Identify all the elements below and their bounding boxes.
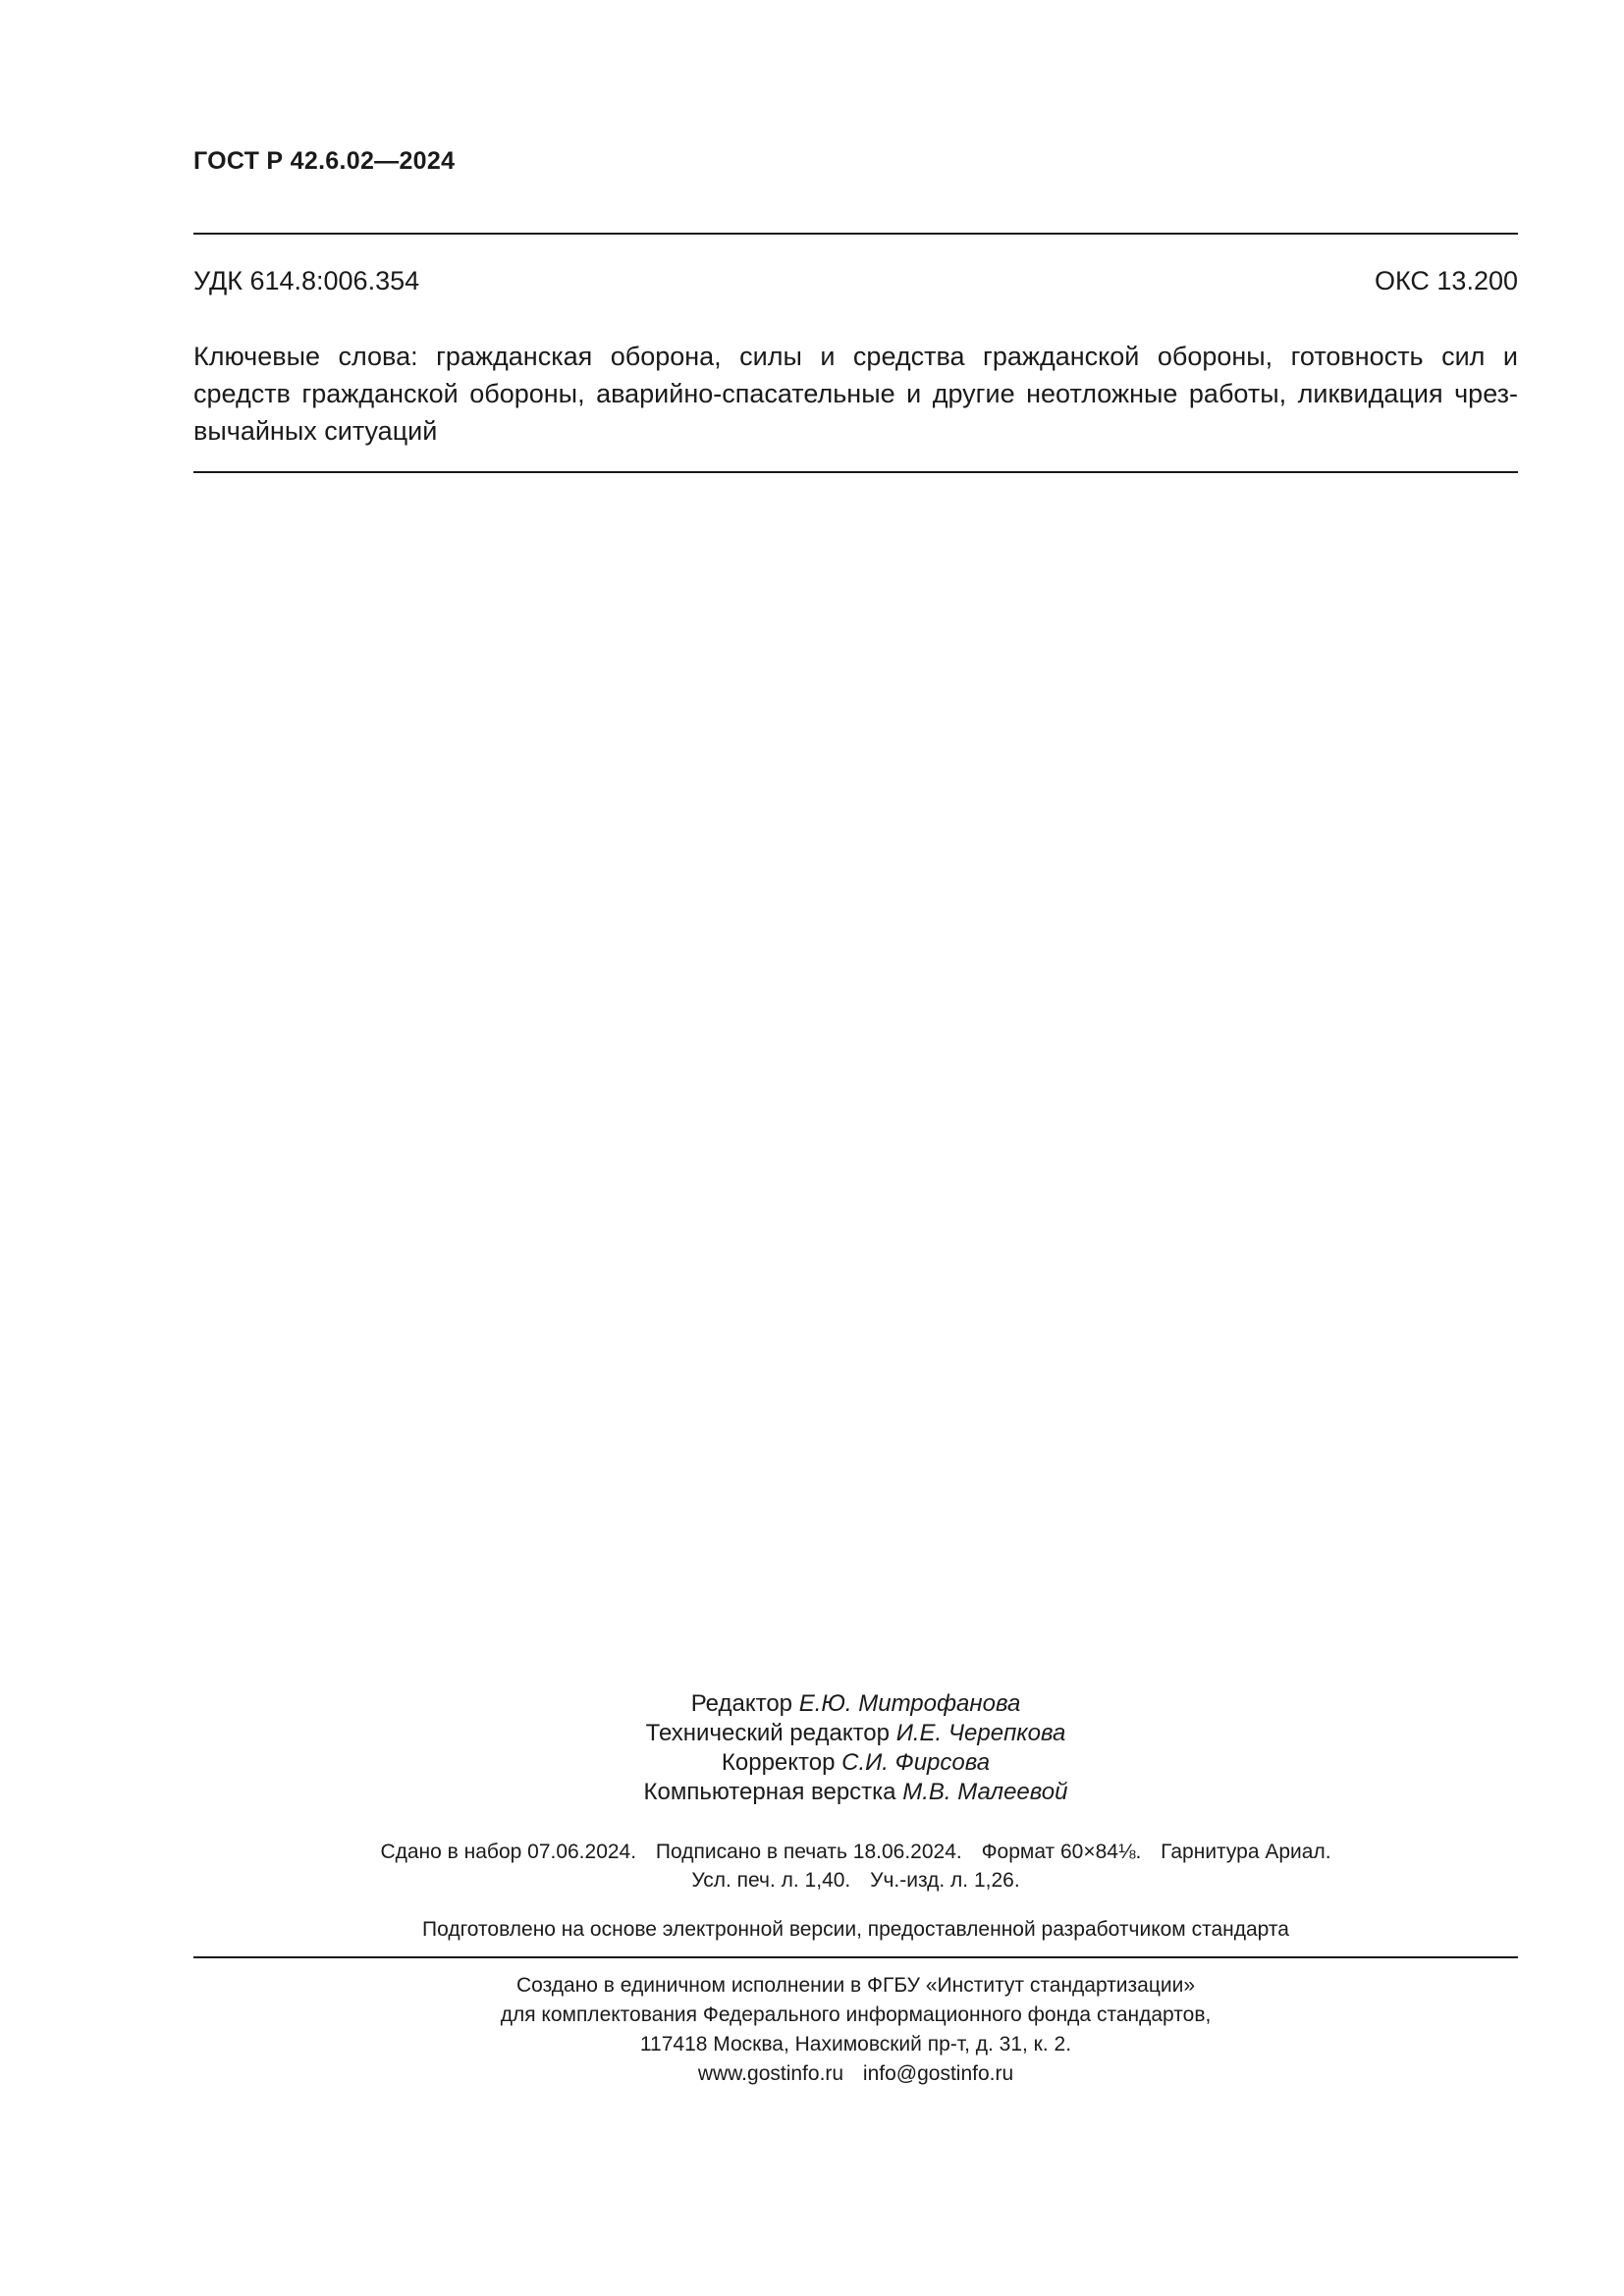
- keywords-paragraph: [193, 338, 1518, 450]
- credit-layout: [193, 1778, 1518, 1807]
- credit-role: Редактор: [690, 1690, 793, 1717]
- signed-date: Подписано в печать 18.06.2024.: [655, 1841, 962, 1863]
- keywords-line: средств гражданской обороны, аварийно-спасательные и другие неотложные работы, ликвидация чрез-: [193, 379, 1518, 408]
- divider-keywords: [193, 471, 1518, 473]
- credit-role: Корректор: [721, 1749, 836, 1776]
- print-info-line-2: [193, 1866, 1518, 1895]
- footer-contacts: [193, 2059, 1518, 2089]
- oks-code: ОКС 13.200: [1374, 266, 1518, 295]
- typeface: Гарнитура Ариал.: [1161, 1841, 1331, 1863]
- divider-top: [193, 233, 1518, 235]
- classification-row: [193, 266, 1518, 296]
- publisher-footer: [193, 1971, 1518, 2089]
- credit-role: Компьютерная верстка: [643, 1779, 896, 1805]
- divider-footer: [193, 1956, 1518, 1958]
- footer-line-2: для комплектования Федерального информационного фонда стандартов,: [500, 2003, 1212, 2026]
- credit-name: С.И. Фирсова: [841, 1749, 991, 1776]
- print-info-line-1: [193, 1838, 1518, 1866]
- udk-code: УДК 614.8:006.354: [193, 266, 420, 295]
- credit-name: Е.Ю. Митрофанова: [798, 1690, 1021, 1717]
- standard-code: ГОСТ Р 42.6.02—2024: [193, 147, 456, 175]
- footer-line-1: Создано в единичном исполнении в ФГБУ «Институт стандартизации»: [515, 1974, 1196, 1997]
- email-link[interactable]: info@gostinfo.ru: [862, 2062, 1014, 2085]
- paper-format: Формат 60×84⅛.: [981, 1841, 1142, 1863]
- keywords-line: Ключевые слова: гражданская оборона, силы и средства гражданской обороны, готовность сил и: [193, 342, 1518, 371]
- credit-proofreader: [193, 1748, 1518, 1778]
- credit-role: Технический редактор: [645, 1720, 891, 1746]
- print-sheets: Усл. печ. л. 1,40.: [691, 1869, 851, 1892]
- credit-tech-editor: [193, 1719, 1518, 1748]
- submitted-date: Сдано в набор 07.06.2024.: [380, 1841, 637, 1863]
- credit-name: М.В. Малеевой: [902, 1779, 1068, 1805]
- keywords-line: вычайных ситуаций: [193, 416, 438, 446]
- footer-address: 117418 Москва, Нахимовский пр-т, д. 31, к. 2.: [639, 2033, 1072, 2056]
- credits-block: [193, 1689, 1518, 1807]
- publishing-sheets: Уч.-изд. л. 1,26.: [870, 1869, 1020, 1892]
- credit-name: И.Е. Черепкова: [895, 1720, 1066, 1746]
- website-link[interactable]: www.gostinfo.ru: [697, 2062, 844, 2085]
- print-info-block: [193, 1838, 1518, 1895]
- credit-editor: [193, 1689, 1518, 1719]
- prepared-note: Подготовлено на основе электронной версии, предоставленной разработчиком стандарта: [422, 1918, 1289, 1941]
